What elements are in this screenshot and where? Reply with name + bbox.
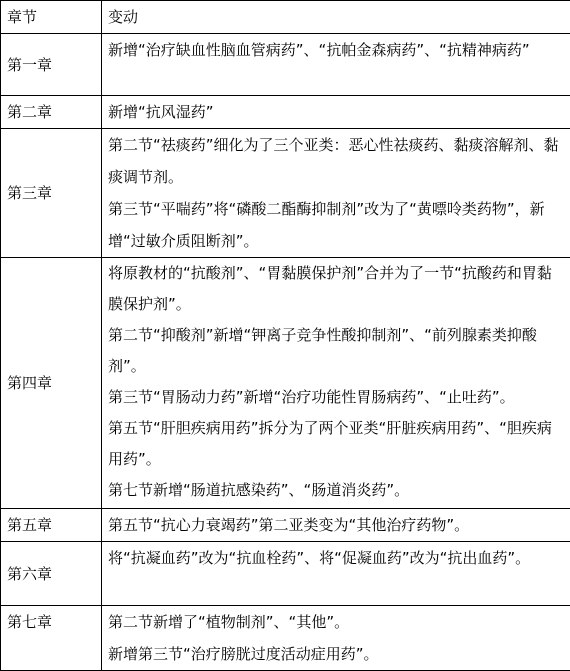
- chapter-cell: 第四章: [1, 258, 102, 509]
- change-item: 第五节“肝胆疾病用药”拆分为了两个亚类“肝脏疾病用药”、“胆疾病用药”。: [108, 413, 564, 475]
- change-item: 第七节新增“肠道抗感染药”、“肠道消炎药”。: [108, 475, 564, 506]
- change-cell: [102, 542, 570, 606]
- change-cell: [102, 258, 570, 509]
- table-row: [1, 606, 570, 671]
- table-row: [1, 129, 570, 258]
- change-cell: [102, 509, 570, 542]
- change-item: 第二节新增了“植物制剂”、“其他”。: [108, 606, 564, 638]
- table-row: [1, 258, 570, 509]
- chapter-cell: 第二章: [1, 96, 102, 129]
- change-item: 将“抗凝血药”改为“抗血栓药”、将“促凝血药”改为“抗出血药”。: [108, 542, 564, 574]
- change-item: 新增“治疗缺血性脑血管病药”、“抗帕金森病药”、“抗精神病药”: [108, 34, 564, 66]
- change-item: 第五节“抗心力衰竭药”第二亚类变为“其他治疗药物”。: [108, 509, 564, 541]
- change-cell: [102, 34, 570, 96]
- chapter-cell: 第五章: [1, 509, 102, 542]
- table-row: [1, 96, 570, 129]
- change-item: 第三节“平喘药”将“磷酸二酯酶抑制剂”改为了“黄嘌呤类药物”，新增“过敏介质阻断剂”。: [108, 193, 564, 257]
- change-item: 新增“抗风湿药”: [108, 96, 564, 128]
- change-cell: [102, 129, 570, 258]
- change-cell: [102, 96, 570, 129]
- header-chapter: 章节: [1, 1, 102, 34]
- table-row: [1, 34, 570, 96]
- chapter-cell: 第六章: [1, 542, 102, 606]
- chapter-cell: 第七章: [1, 606, 102, 671]
- change-item: 新增第三节“治疗膀胱过度活动症用药”。: [108, 638, 564, 670]
- change-cell: [102, 606, 570, 671]
- chapter-cell: 第三章: [1, 129, 102, 258]
- table-row: [1, 509, 570, 542]
- change-item: 第二节“抑酸剂”新增“钾离子竞争性酸抑制剂”、“前列腺素类抑酸剂”。: [108, 320, 564, 382]
- chapter-cell: 第一章: [1, 34, 102, 96]
- table-row: [1, 542, 570, 606]
- change-item: 第二节“祛痰药”细化为了三个亚类：恶心性祛痰药、黏痰溶解剂、黏痰调节剂。: [108, 129, 564, 193]
- change-item: 将原教材的“抗酸剂”、“胃黏膜保护剂”合并为了一节“抗酸药和胃黏膜保护剂”。: [108, 258, 564, 320]
- header-row: [1, 1, 570, 34]
- header-change: 变动: [102, 1, 570, 34]
- change-item: 第三节“胃肠动力药”新增“治疗功能性胃肠病药”、“止吐药”。: [108, 382, 564, 413]
